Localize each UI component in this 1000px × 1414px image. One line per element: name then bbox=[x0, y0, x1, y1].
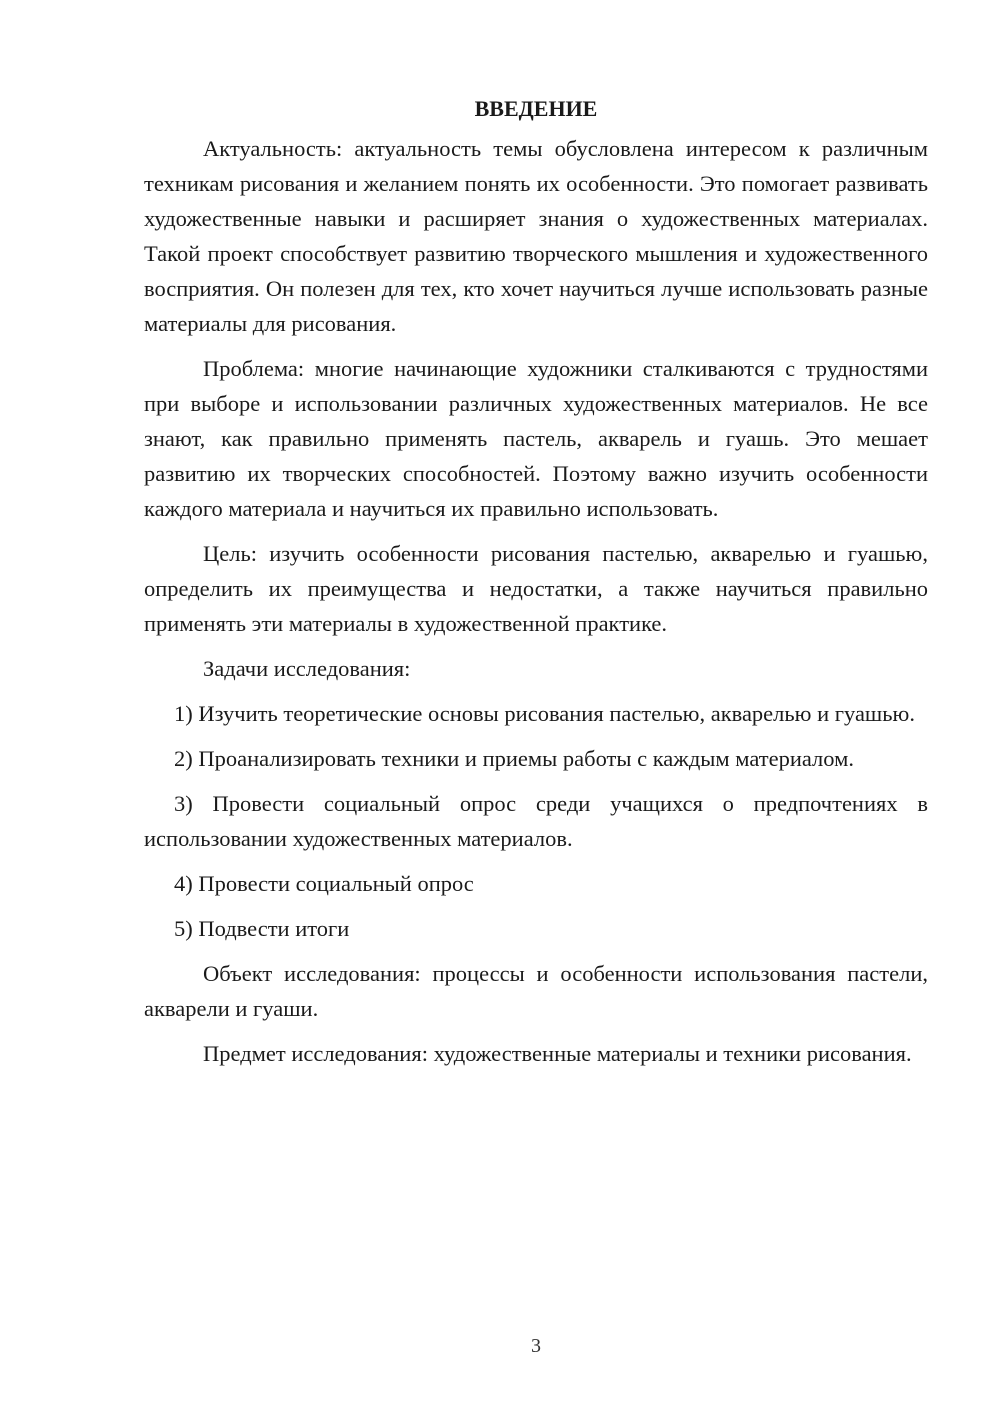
subject-paragraph: Предмет исследования: художественные материалы и техники рисования. bbox=[203, 1041, 912, 1066]
section-heading: ВВЕДЕНИЕ bbox=[474, 96, 598, 121]
problem-paragraph: Проблема: многие начинающие художники сталкиваются с трудностями при выборе и использовании различных художественных материалов. Не все знают, как правильно применять пастель, акварель и гуашь. Это мешает развитию их творческих способностей. Поэтому важно изучить особенности каждого материала и научиться их правильно использовать. bbox=[144, 356, 928, 521]
tasks-list bbox=[144, 696, 928, 946]
relevance-paragraph: Актуальность: актуальность темы обусловлена интересом к различным техникам рисования и желанием понять их особенности. Это помогает развивать художественные навыки и расширяет знания о художественных материалах. Такой проект способствует развитию творческого мышления и художественного восприятия. Он полезен для тех, кто хочет научиться лучше использовать разные материалы для рисования. bbox=[144, 136, 928, 336]
page-content bbox=[144, 94, 928, 1081]
task-item: 3) Провести социальный опрос среди учащихся о предпочтениях в использовании художественных материалов. bbox=[144, 791, 928, 851]
task-item: 5) Подвести итоги bbox=[174, 916, 350, 941]
goal-paragraph: Цель: изучить особенности рисования пастелью, акварелью и гуашью, определить их преимущества и недостатки, а также научиться правильно применять эти материалы в художественной практике. bbox=[144, 541, 928, 636]
tasks-heading: Задачи исследования: bbox=[203, 656, 411, 681]
task-item: 2) Проанализировать техники и приемы работы с каждым материалом. bbox=[174, 746, 854, 771]
object-paragraph: Объект исследования: процессы и особенности использования пастели, акварели и гуаши. bbox=[144, 961, 928, 1021]
page-number: 3 bbox=[531, 1335, 541, 1357]
task-item: 1) Изучить теоретические основы рисования пастелью, акварелью и гуашью. bbox=[174, 701, 915, 726]
task-item: 4) Провести социальный опрос bbox=[174, 871, 474, 896]
